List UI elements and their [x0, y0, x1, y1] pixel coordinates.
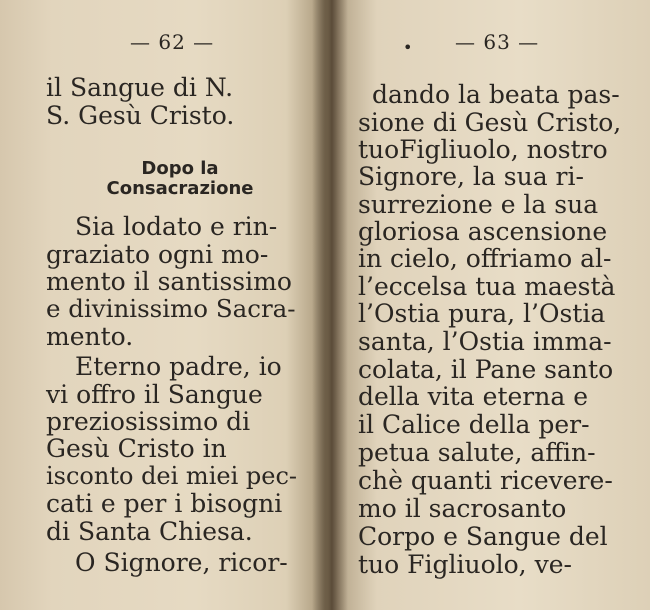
- ink-speck: •: [403, 38, 413, 57]
- text-line: chè quanti ricevere-: [358, 466, 613, 495]
- text-line: dando la beata pas-: [372, 80, 620, 109]
- text-line: tuo Figliuolo, ve-: [358, 550, 572, 579]
- text-line: l’eccelsa tua maestà: [358, 272, 616, 301]
- text-line: Gesù Cristo in: [46, 434, 227, 463]
- text-line: preziosissimo di: [46, 407, 251, 436]
- text-line: sione di Gesù Cristo,: [358, 108, 622, 137]
- section-heading: Consacrazione: [106, 178, 254, 199]
- text-line: surrezione e la sua: [358, 190, 599, 219]
- text-line: in cielo, offriamo al-: [358, 244, 612, 273]
- text-line: Corpo e Sangue del: [358, 522, 608, 551]
- text-line: tuoFigliuolo, nostro: [358, 135, 608, 164]
- section-heading: Dopo la: [141, 158, 219, 179]
- text-line: di Santa Chiesa.: [46, 517, 253, 546]
- text-line: gloriosa ascensione: [358, 217, 608, 246]
- text-line: il Sangue di N.: [46, 73, 234, 102]
- text-line: mo il sacrosanto: [358, 494, 567, 523]
- text-line: graziato ogni mo-: [46, 240, 269, 269]
- text-line: il Calice della per-: [358, 410, 590, 439]
- page-number-right: — 63 —: [455, 30, 540, 54]
- text-line: Eterno padre, io: [75, 352, 282, 381]
- text-line: Sia lodato e rin-: [75, 212, 278, 241]
- text-line: santa, l’Ostia imma-: [358, 327, 612, 356]
- text-line: cati e per i bisogni: [46, 489, 283, 518]
- text-line: colata, il Pane santo: [358, 355, 614, 384]
- text-line: S. Gesù Cristo.: [46, 101, 235, 130]
- page-number-left: — 62 —: [130, 30, 215, 54]
- text-line: della vita eterna e: [358, 382, 588, 411]
- text-line: Signore, la sua ri-: [358, 162, 584, 191]
- text-line: mento.: [46, 322, 134, 351]
- text-line: vi offro il Sangue: [46, 380, 263, 409]
- text-line: mento il santissimo: [46, 267, 292, 296]
- text-line: petua salute, affin-: [358, 438, 596, 467]
- text-line: isconto dei miei pec-: [46, 462, 297, 490]
- text-line: e divinissimo Sacra-: [46, 294, 296, 323]
- text-line: O Signore, ricor-: [75, 548, 288, 577]
- right-page: [325, 0, 650, 610]
- text-line: l’Ostia pura, l’Ostia: [358, 299, 606, 328]
